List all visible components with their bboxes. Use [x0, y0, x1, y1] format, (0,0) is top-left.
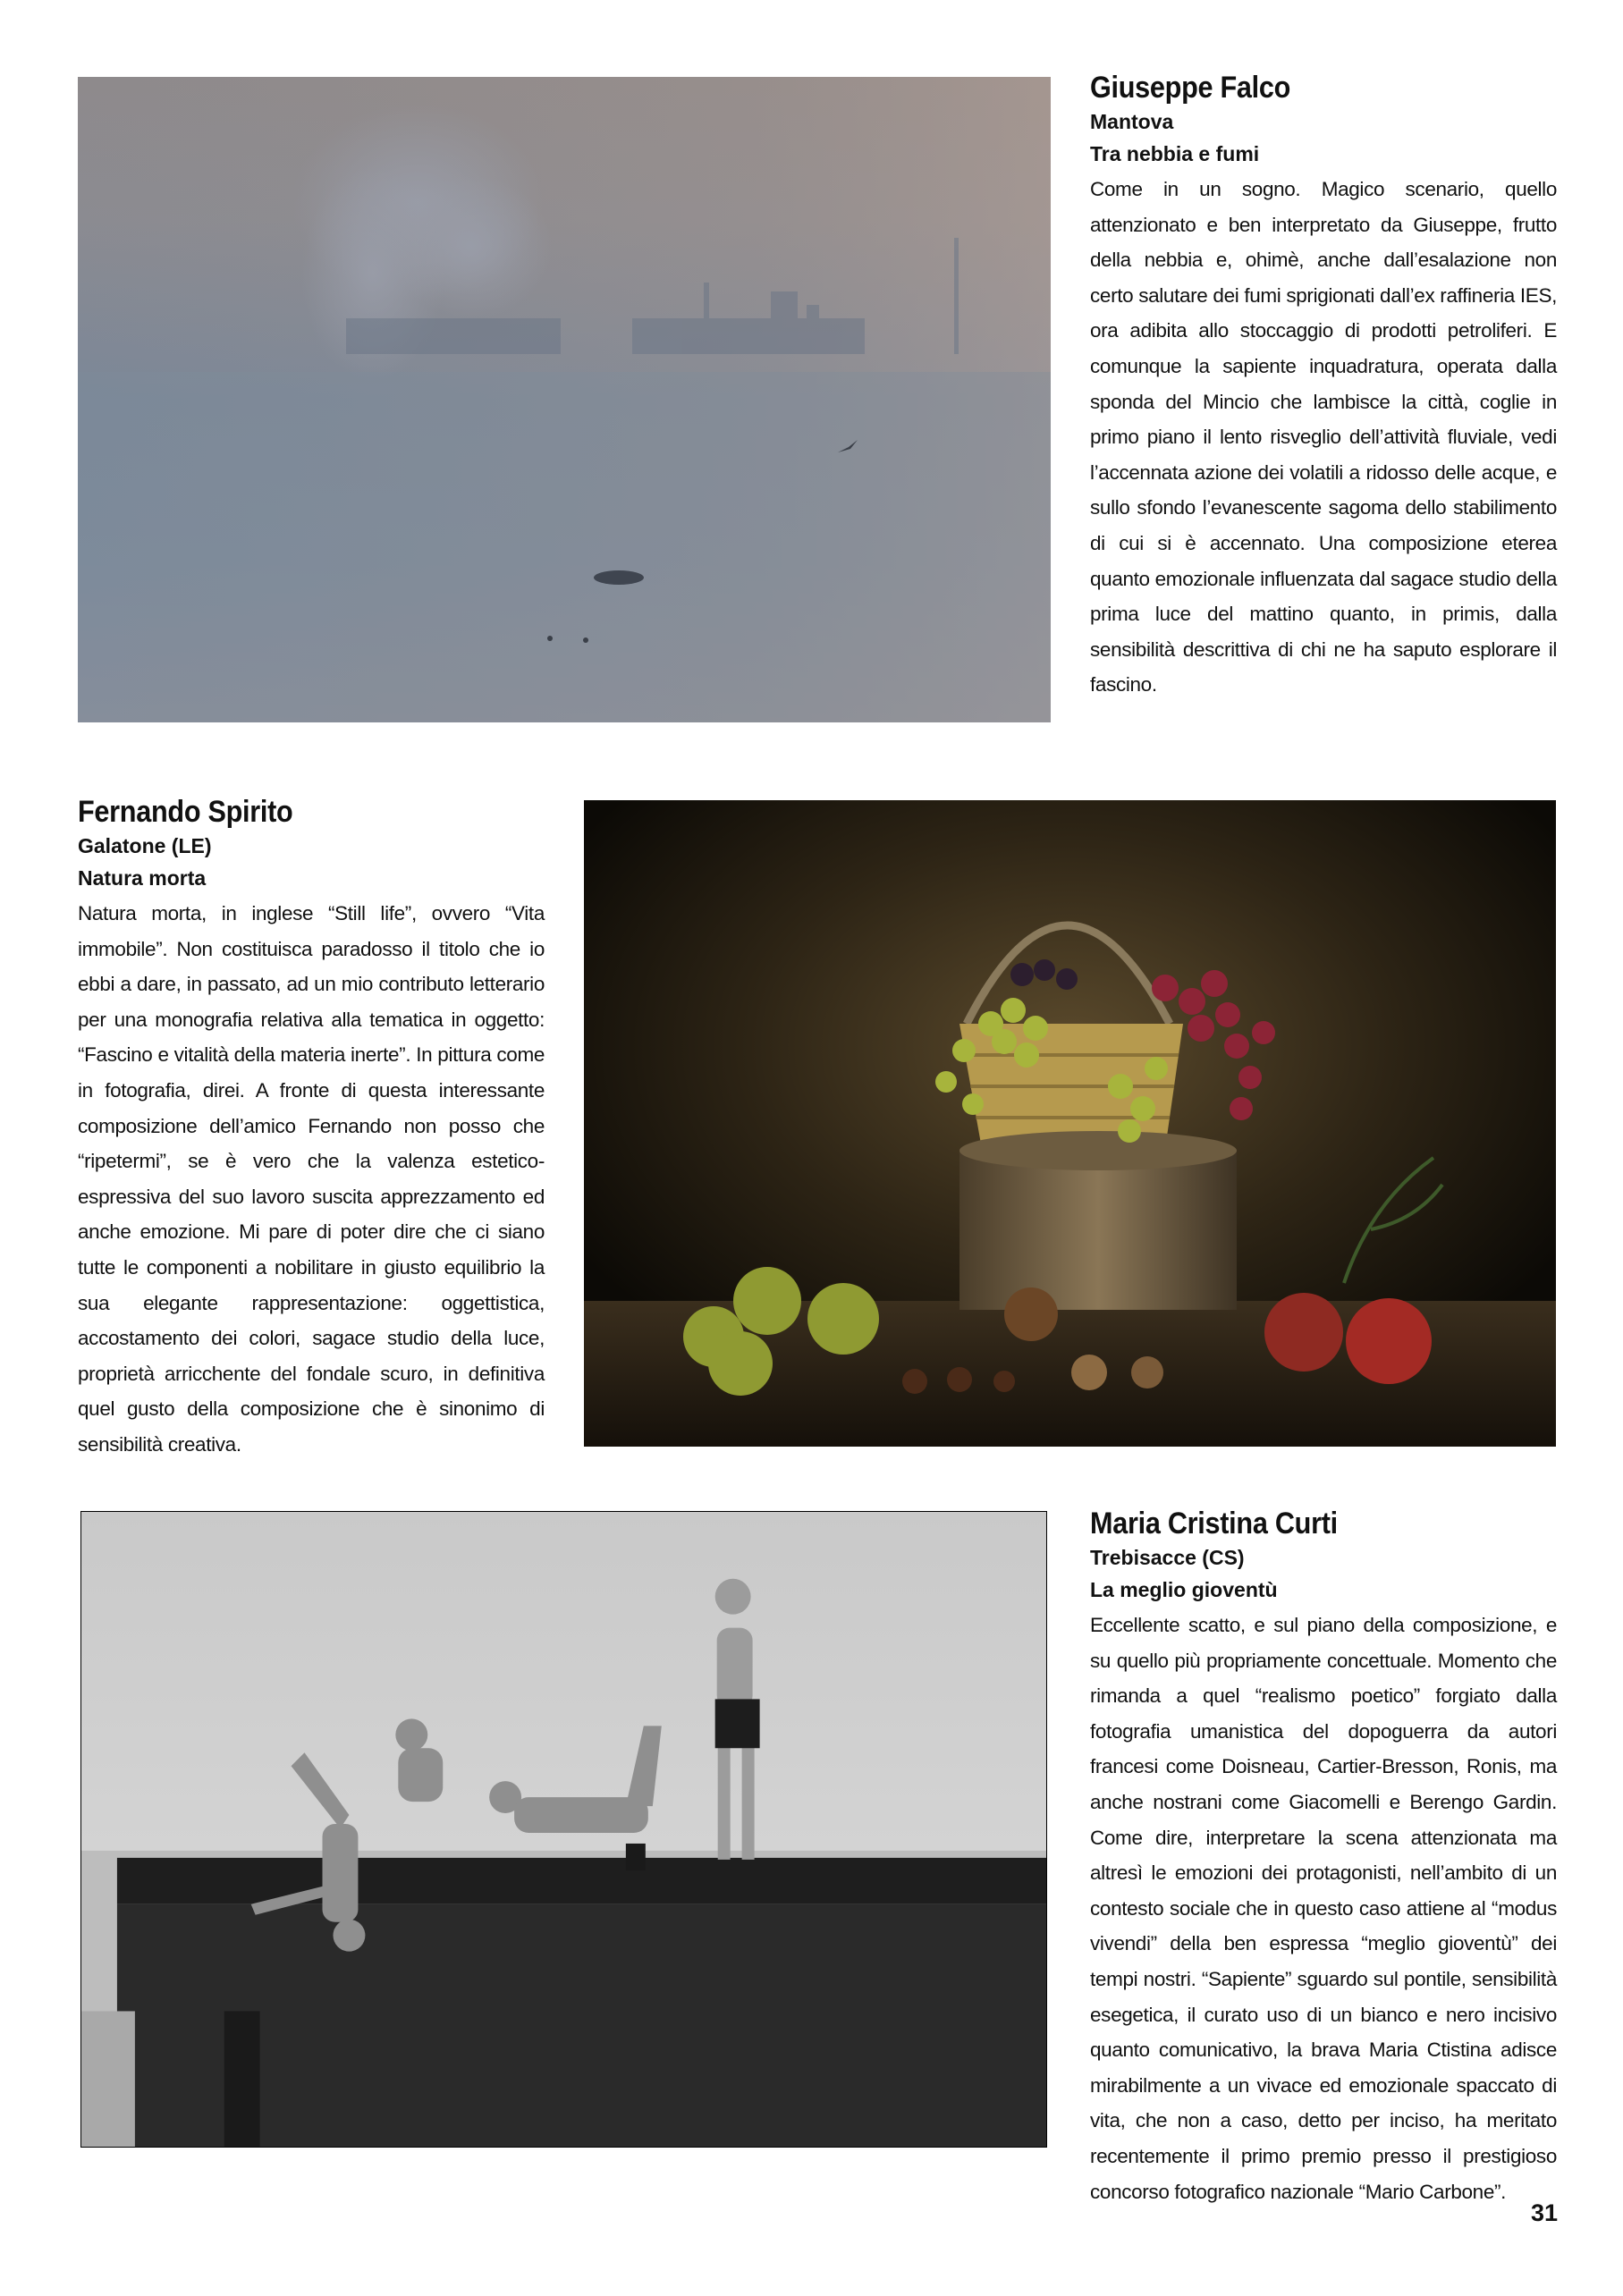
photo-pier-boys: [80, 1511, 1047, 2148]
author-city: Mantova: [1090, 110, 1174, 133]
photo-title: La meglio gioventù: [1090, 1578, 1278, 1601]
critique-text: Natura morta, in inglese “Still life”, ovvero “Vita immobile”. Non costituisca paradosso il titolo che io ebbi a dare, in passato, ad un mio contributo letterario per una monografia relativa alla tematica in oggetto: “Fascino e vitalità della materia inerte”. In pittura come in fotografia, direi. A fronte di questa interessante composizione dell’amico Fernando non posso che “ripetermi”, se è vero che la valenza estetico-espressiva del suo lavoro suscita apprezzamento ed anche emozione. Mi pare di poter dire che ci siano tutte le componenti a nobilitare in giusto equilibrio la sua elegante rappresentazione: oggettistica, accostamento dei colori, sagace studio della luce, proprietà arricchente del fondale scuro, in definitiva quel gusto della composizione che è sinonimo di sensibilità creativa.: [78, 902, 545, 1456]
photo-still-life: [584, 800, 1556, 1447]
entry-falco: [1090, 70, 1557, 703]
photo-foggy-river: [78, 77, 1051, 722]
author-name: Giuseppe Falco: [1090, 71, 1291, 105]
critique-text: Eccellente scatto, e sul piano della composizione, e su quello più propriamente concettuale. Momento che rimanda a quel “realismo poetico” forgiato dalla fotografia umanistica del dopoguerra da autori francesi come Doisneau, Cartier-Bresson, Ronis, ma anche nostrani come Giacomelli e Berengo Gardin. Come dire, interpretare la scena attenzionata ma altresì le emozioni dei protagonisti, nell’ambito di un contesto sociale che in questo caso attiene al “modus vivendi” della ben espressa “meglio gioventù” dei tempi nostri. “Sapiente” sguardo sul pontile, sensibilità esegetica, il curato uso di un bianco e nero incisivo quanto comunicativo, la brava Maria Ctistina adisce mirabilmente a un vivace ed emozionale spaccato di vita, che non a caso, detto per inciso, ha meritato recentemente il primo premio presso il prestigioso concorso fotografico nazionale “Mario Carbone”.: [1090, 1614, 1557, 2203]
author-name: Maria Cristina Curti: [1090, 1507, 1338, 1541]
photo-title: Tra nebbia e fumi: [1090, 142, 1260, 165]
page-number: 31: [1530, 2199, 1558, 2226]
entry-spirito: [78, 794, 545, 1463]
entry-curti: [1090, 1506, 1557, 2209]
author-name: Fernando Spirito: [78, 795, 293, 829]
author-city: Trebisacce (CS): [1090, 1546, 1245, 1569]
critique-text: Come in un sogno. Magico scenario, quello attenzionato e ben interpretato da Giuseppe, frutto della nebbia e, ohimè, anche dall’esalazione non certo salutare dei fumi sprigionati dall’ex raffineria IES, ora adibita allo stoccaggio di prodotti petroliferi. E comunque la sapiente inquadratura, operata dalla sponda del Mincio che lambisce la città, coglie in primo piano il lento risveglio dell’attività fluviale, vedi l’accennata azione dei volatili a ridosso delle acque, e sullo sfondo l’evanescente sagoma dello stabilimento di cui si è accennato. Una composizione eterea quanto emozionale influenzata dal sagace studio della prima luce del mattino quanto, in primis, dalla sensibilità descrittiva di chi ne ha saputo esplorare il fascino.: [1090, 178, 1557, 696]
author-city: Galatone (LE): [78, 834, 212, 857]
photo-title: Natura morta: [78, 866, 207, 890]
